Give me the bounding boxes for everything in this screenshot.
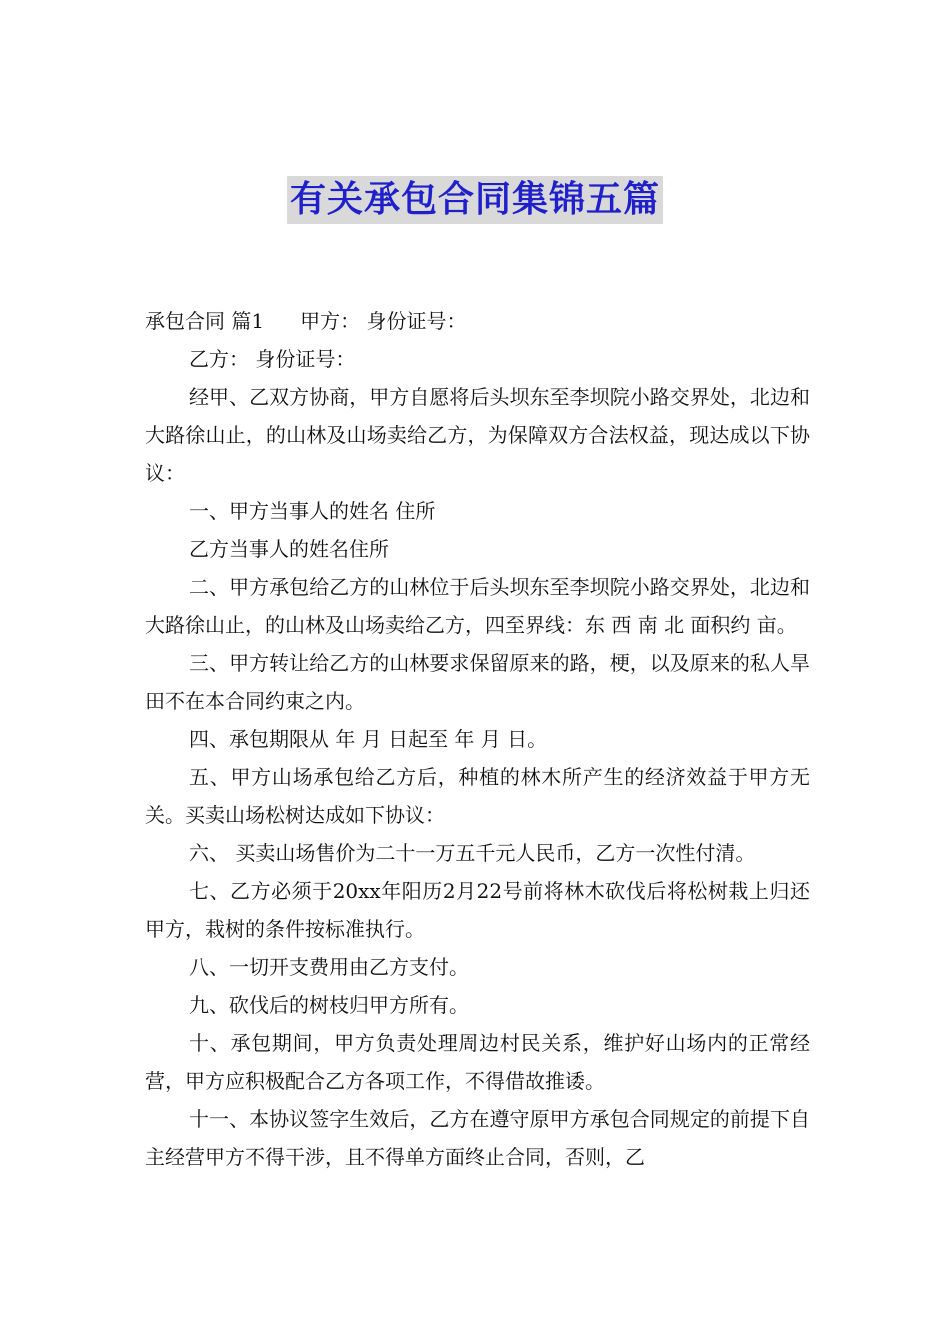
document-title: 有关承包合同集锦五篇 [287, 176, 663, 224]
paragraph: 经甲、乙双方协商，甲方自愿将后头坝东至李坝院小路交界处，北边和大路徐山止，的山林及山场卖给乙方，为保障双方合法权益，现达成以下协议： [145, 385, 810, 485]
contract-heading: 承包合同 篇1 [145, 309, 265, 333]
paragraph: 三、甲方转让给乙方的山林要求保留原来的路，梗，以及原来的私人旱田不在本合同约束之内。 [145, 651, 810, 713]
paragraph: 七、乙方必须于20xx年阳历2月22号前将林木砍伐后将松树栽上归还甲方，栽树的条件按标准执行。 [145, 879, 810, 941]
contract-heading-line [145, 302, 810, 340]
paragraph: 四、承包期限从 年 月 日起至 年 月 日。 [189, 727, 548, 751]
document-body [145, 302, 810, 1176]
paragraph: 十一、本协议签字生效后，乙方在遵守原甲方承包合同规定的前提下自主经营甲方不得干涉，且不得单方面终止合同，否则，乙 [145, 1107, 810, 1169]
paragraph: 二、甲方承包给乙方的山林位于后头坝东至李坝院小路交界处，北边和大路徐山止，的山林及山场卖给乙方，四至界线：东 西 南 北 面积约 亩。 [145, 575, 810, 637]
paragraph: 一、甲方当事人的姓名 住所 [189, 499, 436, 523]
paragraph: 乙方当事人的姓名住所 [189, 537, 389, 561]
paragraph: 六、 买卖山场售价为二十一万五千元人民币，乙方一次性付清。 [189, 841, 756, 865]
paragraph: 乙方： 身份证号： [189, 347, 356, 371]
paragraph: 八、一切开支费用由乙方支付。 [189, 955, 469, 979]
paragraph: 十、承包期间，甲方负责处理周边村民关系，维护好山场内的正常经营，甲方应积极配合乙方各项工作，不得借故推诿。 [145, 1031, 810, 1093]
party-a-line: 甲方： 身份证号： [300, 309, 467, 333]
title-container [0, 176, 950, 224]
paragraph: 九、砍伐后的树枝归甲方所有。 [189, 993, 469, 1017]
paragraph: 五、甲方山场承包给乙方后，种植的林木所产生的经济效益于甲方无关。买卖山场松树达成如下协议： [145, 765, 810, 827]
